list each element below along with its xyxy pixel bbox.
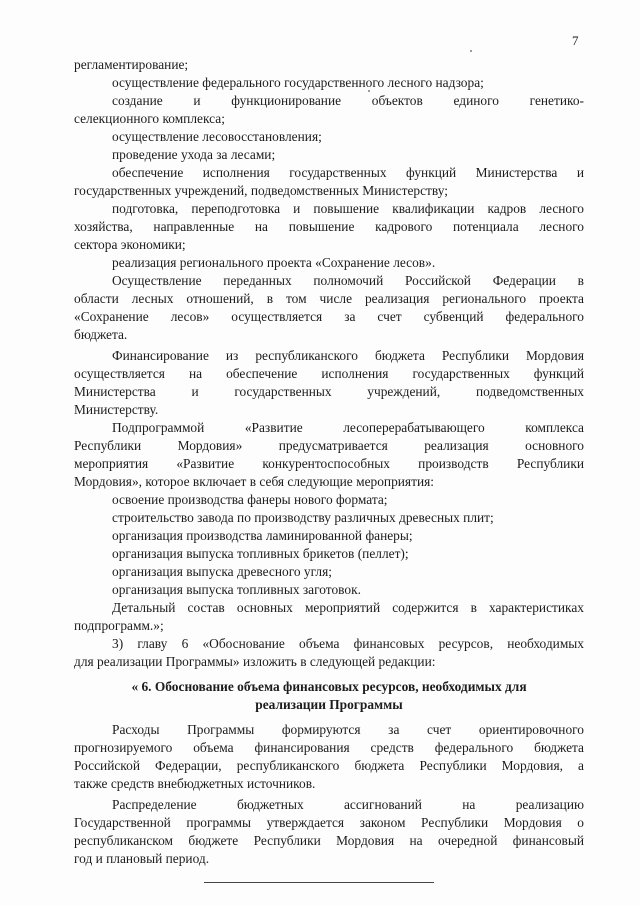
text-line: Распределение бюджетных ассигнований на реализацию	[112, 797, 584, 812]
scan-speck	[368, 90, 370, 92]
scan-speck	[470, 50, 472, 52]
text-line: реализация регионального проекта «Сохранение лесов».	[112, 255, 436, 270]
text-line: Министерства и государственных учреждений, подведомственных	[74, 384, 584, 399]
text-line: мероприятия «Развитие конкурентоспособных производств Республики	[74, 456, 584, 471]
text-line: осуществление федерального государственного лесного надзора;	[112, 75, 484, 90]
text-line: регламентирование;	[74, 57, 189, 72]
text-line: Подпрограммой «Развитие лесоперерабатывающего комплекса	[112, 420, 584, 435]
text-line: обеспечение исполнения государственных функций Министерства и	[112, 165, 584, 180]
text-line: сектора экономики;	[74, 237, 186, 252]
text-line: Мордовия», которое включает в себя следующие мероприятия:	[74, 474, 434, 489]
text-line: области лесных отношений, в том числе реализация регионального проекта	[74, 291, 584, 306]
text-line: организация выпуска топливных заготовок.	[112, 582, 361, 597]
text-line: подготовка, переподготовка и повышение квалификации кадров лесного	[112, 201, 584, 216]
text-line: Российской Федерации, республиканского бюджета Республики Мордовия, а	[74, 758, 584, 773]
text-line: «Сохранение лесов» осуществляется за счет субвенций федерального	[74, 309, 584, 324]
text-line: строительство завода по производству различных древесных плит;	[112, 510, 494, 525]
text-line: для реализации Программы» изложить в следующей редакции:	[74, 654, 436, 669]
text-line: Государственной программы утверждается законом Республики Мордовия о	[74, 815, 584, 830]
text-line: организация производства ламинированной фанеры;	[112, 528, 413, 543]
text-line: 3) главу 6 «Обоснование объема финансовых ресурсов, необходимых	[112, 636, 584, 651]
section-heading: « 6. Обоснование объема финансовых ресурсов, необходимых для	[131, 679, 527, 694]
text-line: также средств внебюджетных источников.	[74, 776, 316, 791]
text-line: селекционного комплекса;	[74, 111, 225, 126]
text-line: осуществление лесовосстановления;	[112, 129, 322, 144]
text-line: Детальный состав основных мероприятий содержится в характеристиках	[112, 600, 584, 615]
text-line: организация выпуска топливных брикетов (пеллет);	[112, 546, 409, 561]
text-line: освоение производства фанеры нового формата;	[112, 492, 388, 507]
text-line: создание и функционирование объектов единого генетико-	[112, 93, 584, 108]
text-line: бюджета.	[74, 327, 128, 342]
text-line: Расходы Программы формируются за счет ориентировочного	[112, 722, 584, 737]
text-line: Осуществление переданных полномочий Российской Федерации в	[112, 273, 584, 288]
text-line: республиканском бюджете Республики Мордовия на очередной финансовый	[74, 833, 584, 848]
page-number: 7	[572, 33, 579, 48]
text-line: Финансирование из республиканского бюджета Республики Мордовия	[112, 348, 584, 363]
section-heading: реализации Программы	[255, 697, 403, 712]
text-line: хозяйства, направленные на повышение кадрового потенциала лесного	[74, 219, 584, 234]
text-line: Министерству.	[74, 402, 159, 417]
text-line: осуществляется на обеспечение исполнения государственных функций	[74, 366, 584, 381]
scan-artifact-line	[204, 882, 434, 883]
text-line: прогнозируемого объема финансирования средств федерального бюджета	[74, 740, 584, 755]
text-line: год и плановый период.	[74, 851, 210, 866]
text-line: государственных учреждений, подведомственных Министерству;	[74, 183, 449, 198]
text-line: подпрограмм.»;	[74, 618, 164, 633]
text-line: Республики Мордовия» предусматривается реализация основного	[74, 438, 584, 453]
text-line: организация выпуска древесного угля;	[112, 564, 332, 579]
text-line: проведение ухода за лесами;	[112, 147, 276, 162]
